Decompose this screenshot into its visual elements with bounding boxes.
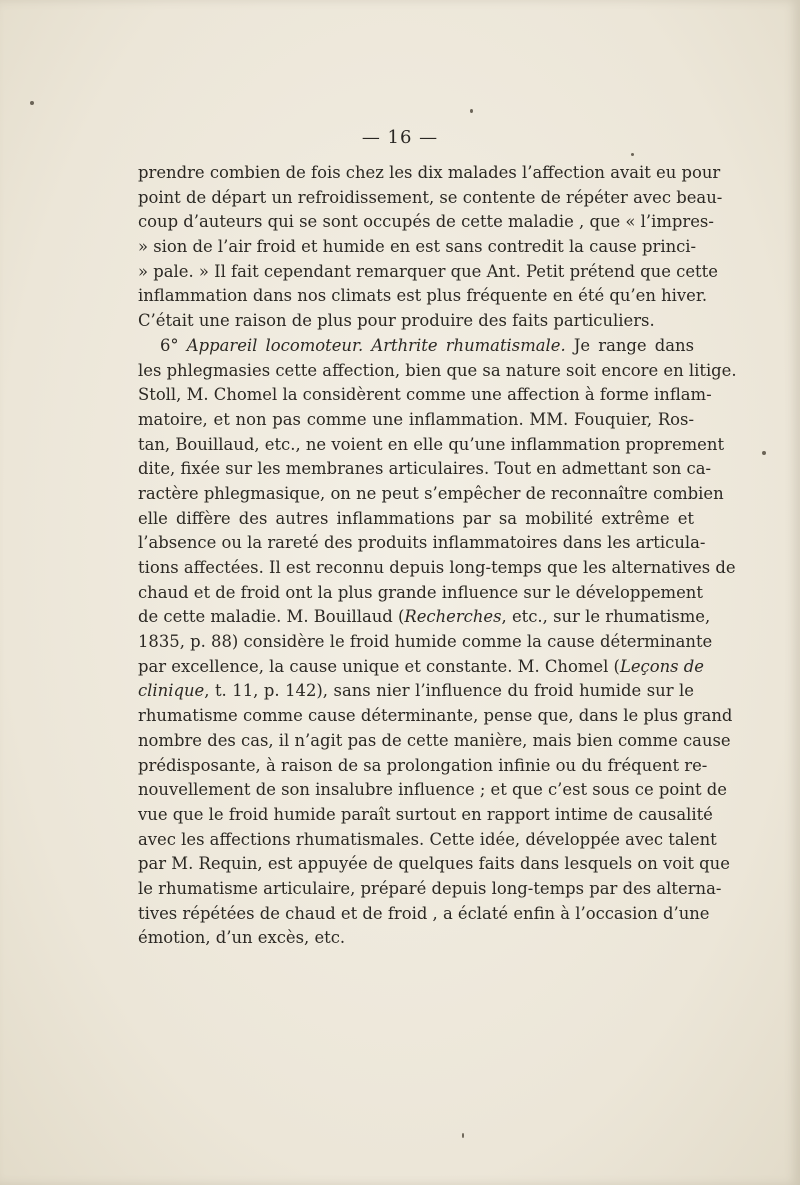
body-text	[138, 161, 737, 951]
text-fragment: Je range dans	[573, 335, 694, 355]
text-line: dite, fixée sur les membranes articulaires. Tout en admettant son ca-	[138, 459, 712, 479]
text-line: nombre des cas, il n’agit pas de cette manière, mais bien comme cause	[138, 730, 731, 750]
text-line: le rhumatisme articulaire, préparé depuis long-temps par des alterna-	[138, 878, 722, 898]
section-title: Appareil locomoteur. Arthrite rhumatismale.	[186, 335, 566, 355]
text-line: tives répétées de chaud et de froid , a éclaté enfin à l’occasion d’une	[138, 903, 710, 923]
text-line: émotion, d’un excès, etc.	[138, 928, 346, 948]
text-line: point de départ un refroidissement, se contente de répéter avec beau-	[138, 187, 723, 207]
text-line: avec les affections rhumatismales. Cette idée, développée avec talent	[138, 829, 717, 849]
paper-speck	[631, 153, 634, 156]
text-line: 1835, p. 88) considère le froid humide comme la cause déterminante	[138, 632, 713, 652]
cited-work-title: Leçons de	[619, 656, 704, 676]
text-line	[138, 605, 711, 630]
text-line: » sion de l’air froid et humide en est sans contredit la cause princi-	[138, 237, 697, 257]
text-line	[138, 655, 704, 680]
text-fragment: , t. 11, p. 142), sans nier l’influence du froid humide sur le	[204, 681, 694, 701]
cited-work-title: clinique	[138, 681, 205, 701]
text-line: les phlegmasies cette affection, bien que sa nature soit encore en litige.	[138, 360, 737, 380]
text-fragment: , etc., sur le rhumatisme,	[501, 607, 711, 627]
text-line: C’était une raison de plus pour produire des faits particuliers.	[138, 311, 655, 331]
text-line: prendre combien de fois chez les dix malades l’affection avait eu pour	[138, 163, 721, 182]
paper-speck	[30, 101, 34, 105]
text-line: Stoll, M. Chomel la considèrent comme une affection à forme inflam-	[138, 385, 712, 405]
text-line: par M. Requin, est appuyée de quelques faits dans lesquels on voit que	[138, 854, 730, 874]
text-line: coup d’auteurs qui se sont occupés de cette maladie , que « l’impres-	[138, 212, 714, 232]
paper-speck	[462, 1133, 464, 1138]
text-fragment: de cette maladie. M. Bouillaud (	[138, 607, 405, 627]
paper-speck	[470, 109, 473, 113]
text-line	[138, 679, 694, 704]
text-line: vue que le froid humide paraît surtout en rapport intime de causalité	[138, 804, 713, 824]
paper-speck	[762, 451, 766, 455]
text-line: tan, Bouillaud, etc., ne voient en elle qu’une inflammation proprement	[138, 434, 725, 454]
page-number: — 16 —	[361, 127, 439, 148]
text-line: nouvellement de son insalubre influence ; et que c’est sous ce point de	[138, 780, 727, 800]
text-line: matoire, et non pas comme une inflammation. MM. Fouquier, Ros-	[138, 409, 694, 429]
text-line: chaud et de froid ont la plus grande influence sur le développement	[138, 582, 703, 602]
text-line: inflammation dans nos climats est plus fréquente en été qu’en hiver.	[138, 286, 708, 306]
section-number: 6°	[160, 335, 179, 355]
text-line: l’absence ou la rareté des produits inflammatoires dans les articula-	[138, 533, 706, 553]
text-line: prédisposante, à raison de sa prolongation infinie ou du fréquent re-	[138, 755, 708, 775]
text-line: ractère phlegmasique, on ne peut s’empêcher de reconnaître combien	[138, 483, 724, 503]
cited-work-title: Recherches	[404, 607, 502, 627]
text-fragment: par excellence, la cause unique et constante. M. Chomel (	[138, 656, 620, 676]
text-line: » pale. » Il fait cependant remarquer que Ant. Petit prétend que cette	[138, 261, 718, 281]
text-line: elle diffère des autres inflammations par sa mobilité extrême et	[138, 508, 694, 528]
section-heading-line	[138, 334, 694, 359]
text-line: rhumatisme comme cause déterminante, pense que, dans le plus grand	[138, 706, 733, 726]
text-line: tions affectées. Il est reconnu depuis long-temps que les alternatives de	[138, 558, 736, 577]
